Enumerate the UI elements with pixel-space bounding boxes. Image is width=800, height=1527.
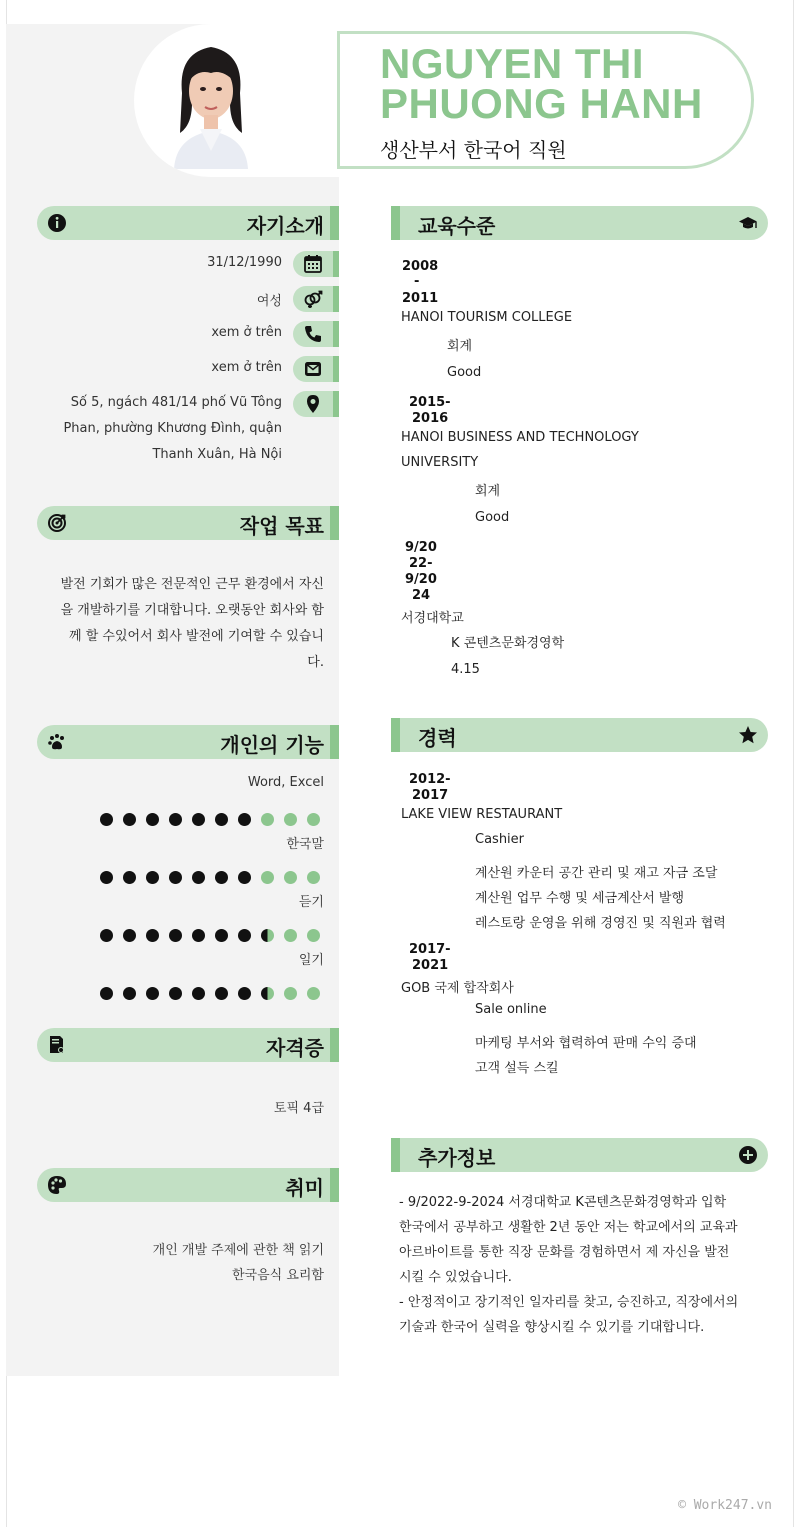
extra-info-text xyxy=(399,1190,771,1340)
skill-dot xyxy=(192,813,205,826)
objective-line: 발전 기회가 많은 전문적인 근무 환경에서 자신 xyxy=(60,577,324,592)
exp-date: 2017 xyxy=(412,788,449,803)
skill-label: 듣기 xyxy=(298,895,324,910)
section-header-skills xyxy=(37,725,339,759)
edu-date: 2008 xyxy=(402,259,439,274)
section-title-experience: 경력 xyxy=(418,726,457,750)
skills-text: Word, Excel xyxy=(247,775,324,790)
skill-dot xyxy=(261,929,274,942)
skill-dot xyxy=(100,987,113,1000)
profile-photo-frame xyxy=(134,24,339,177)
section-header-certificates xyxy=(37,1028,339,1062)
gender-value: 여성 xyxy=(256,294,282,309)
phone-tag xyxy=(293,321,339,347)
skill-dot xyxy=(307,871,320,884)
section-header-education xyxy=(391,206,768,240)
address-line: Thanh Xuân, Hà Nội xyxy=(152,447,282,462)
star-icon xyxy=(738,725,758,745)
address-tag xyxy=(293,391,339,417)
section-header-about xyxy=(37,206,339,240)
phone-icon xyxy=(303,324,323,344)
section-title-skills: 개인의 기능 xyxy=(220,733,324,757)
section-header-objective xyxy=(37,506,339,540)
exp-position: Sale online xyxy=(475,1002,547,1017)
objective-line: 께 할 수있어서 회사 발전에 기여할 수 있습니 xyxy=(69,629,324,644)
skill-dot xyxy=(192,929,205,942)
address-value xyxy=(40,390,282,468)
skill-dot xyxy=(100,929,113,942)
email-tag xyxy=(293,356,339,382)
section-title-about: 자기소개 xyxy=(246,214,324,238)
skill-dot xyxy=(307,987,320,1000)
skill-dot xyxy=(146,987,159,1000)
skill-dot xyxy=(192,871,205,884)
edu-grade: Good xyxy=(475,510,510,525)
edu-date: 22- xyxy=(409,556,433,571)
edu-date: 2011 xyxy=(402,291,439,306)
skill-dot xyxy=(261,813,274,826)
exp-company: GOB 국제 합작회사 xyxy=(401,981,514,996)
skill-dot xyxy=(123,871,136,884)
extra-line: - 9/2022-9-2024 서경대학교 K콘텐츠문화경영학과 입학 xyxy=(399,1195,727,1210)
exp-date: 2017- xyxy=(409,942,451,957)
palette-icon xyxy=(47,1175,67,1195)
edu-date: 9/20 xyxy=(405,572,437,587)
name-header xyxy=(337,31,754,169)
edu-grade: Good xyxy=(447,365,482,380)
footer-watermark: © Work247.vn xyxy=(678,1498,772,1513)
graduation-cap-icon xyxy=(738,213,758,233)
skill-dot xyxy=(123,813,136,826)
gender-icon xyxy=(303,289,323,309)
edu-date: - xyxy=(414,274,420,289)
skill-dot xyxy=(284,871,297,884)
edu-grade: 4.15 xyxy=(451,662,480,677)
section-title-certificates: 자격증 xyxy=(266,1036,324,1060)
skill-label: 일기 xyxy=(298,953,324,968)
birthday-row xyxy=(40,251,339,277)
exp-duty: 계산원 업무 수행 및 세금계산서 발행 xyxy=(475,891,685,906)
exp-company: LAKE VIEW RESTAURANT xyxy=(401,807,563,822)
skill-dot xyxy=(146,929,159,942)
extra-line: 한국에서 공부하고 생활한 2년 동안 저는 학교에서의 교육과 xyxy=(399,1220,738,1235)
edu-date: 24 xyxy=(412,588,431,603)
birthday-value: 31/12/1990 xyxy=(207,255,282,270)
skill-dot xyxy=(238,987,251,1000)
job-title: 생산부서 한국어 직원 xyxy=(380,138,567,162)
avatar xyxy=(152,33,270,169)
skill-dot xyxy=(123,929,136,942)
skill-dot xyxy=(261,987,274,1000)
extra-line: - 안정적이고 장기적인 일자리를 찾고, 승진하고, 직장에서의 xyxy=(399,1295,739,1310)
skill-dot xyxy=(307,813,320,826)
address-line: Số 5, ngách 481/14 phố Vũ Tông xyxy=(70,395,282,410)
exp-position: Cashier xyxy=(475,832,525,847)
edu-date: 2015- xyxy=(409,395,451,410)
phone-row xyxy=(40,321,339,347)
section-header-experience xyxy=(391,718,768,752)
skill-dot xyxy=(123,987,136,1000)
skill-dot xyxy=(169,871,182,884)
skill-dot xyxy=(238,813,251,826)
gender-row xyxy=(40,286,339,312)
skill-dot xyxy=(215,929,228,942)
skill-dot xyxy=(146,871,159,884)
section-title-objective: 작업 목표 xyxy=(239,514,324,538)
skill-dot xyxy=(238,929,251,942)
skill-dot xyxy=(307,929,320,942)
edu-major: 회계 xyxy=(447,339,473,354)
skill-dot xyxy=(169,813,182,826)
hobby-item: 개인 개발 주제에 관한 책 읽기 xyxy=(152,1243,324,1258)
birthday-tag xyxy=(293,251,339,277)
name-line-2: PHUONG HANH xyxy=(380,80,703,127)
edu-date: 2016 xyxy=(412,411,449,426)
edu-major: K 콘텐츠문화경영학 xyxy=(451,636,565,651)
extra-line: 아르바이트를 통한 직장 문화를 경험하면서 제 자신을 발전 xyxy=(399,1245,730,1260)
info-icon xyxy=(47,213,67,233)
skill-dot xyxy=(100,813,113,826)
edu-date: 9/20 xyxy=(405,540,437,555)
skill-dot xyxy=(100,871,113,884)
edu-major: 회계 xyxy=(475,484,501,499)
section-title-education: 교육수준 xyxy=(418,214,496,238)
skill-dot xyxy=(169,987,182,1000)
edu-school: HANOI BUSINESS AND TECHNOLOGY xyxy=(401,430,639,445)
paw-icon xyxy=(47,732,67,752)
exp-duty: 마케팅 부서와 협력하여 판매 수익 증대 xyxy=(475,1036,697,1051)
exp-duty: 고객 설득 스킬 xyxy=(475,1061,559,1076)
section-header-hobbies xyxy=(37,1168,339,1202)
skill-dot xyxy=(238,871,251,884)
certificate-icon xyxy=(47,1035,67,1055)
skill-dot xyxy=(215,871,228,884)
email-row xyxy=(40,356,339,382)
certificate-item: 토픽 4급 xyxy=(273,1101,324,1116)
skill-dot xyxy=(284,813,297,826)
calendar-icon xyxy=(303,254,323,274)
edu-school: 서경대학교 xyxy=(401,611,464,626)
edu-school: HANOI TOURISM COLLEGE xyxy=(401,310,573,325)
edu-school: UNIVERSITY xyxy=(401,455,479,470)
exp-duty: 계산원 카운터 공간 관리 및 재고 자금 조달 xyxy=(475,866,718,881)
skill-dot xyxy=(215,813,228,826)
name-line-1: NGUYEN THI xyxy=(380,40,645,87)
target-icon xyxy=(47,513,67,533)
skill-dot xyxy=(284,929,297,942)
objective-text xyxy=(37,572,324,676)
address-line: Phan, phường Khương Đình, quận xyxy=(63,421,282,436)
skill-dot xyxy=(215,987,228,1000)
email-value: xem ở trên xyxy=(211,360,282,375)
exp-date: 2021 xyxy=(412,958,449,973)
full-name xyxy=(380,40,703,127)
skill-label: 한국말 xyxy=(286,837,324,852)
extra-line: 시킬 수 있었습니다. xyxy=(399,1270,512,1285)
objective-line: 다. xyxy=(307,655,324,670)
skill-dot xyxy=(192,987,205,1000)
plus-circle-icon xyxy=(738,1145,758,1165)
exp-duty: 레스토랑 운영을 위해 경영진 및 직원과 협력 xyxy=(475,916,726,931)
location-icon xyxy=(303,394,323,414)
phone-value: xem ở trên xyxy=(211,325,282,340)
section-title-hobbies: 취미 xyxy=(285,1176,324,1200)
skill-dot xyxy=(146,813,159,826)
extra-line: 기술과 한국어 실력을 향상시킬 수 있기를 기대합니다. xyxy=(399,1320,705,1335)
exp-date: 2012- xyxy=(409,772,451,787)
hobby-item: 한국음식 요리함 xyxy=(231,1268,324,1283)
skill-dot xyxy=(169,929,182,942)
skill-dot xyxy=(284,987,297,1000)
envelope-icon xyxy=(303,359,323,379)
objective-line: 을 개발하기를 기대합니다. 오랫동안 회사와 함 xyxy=(60,603,324,618)
section-header-extra xyxy=(391,1138,768,1172)
section-title-extra: 추가정보 xyxy=(418,1146,496,1170)
gender-tag xyxy=(293,286,339,312)
skill-dot xyxy=(261,871,274,884)
